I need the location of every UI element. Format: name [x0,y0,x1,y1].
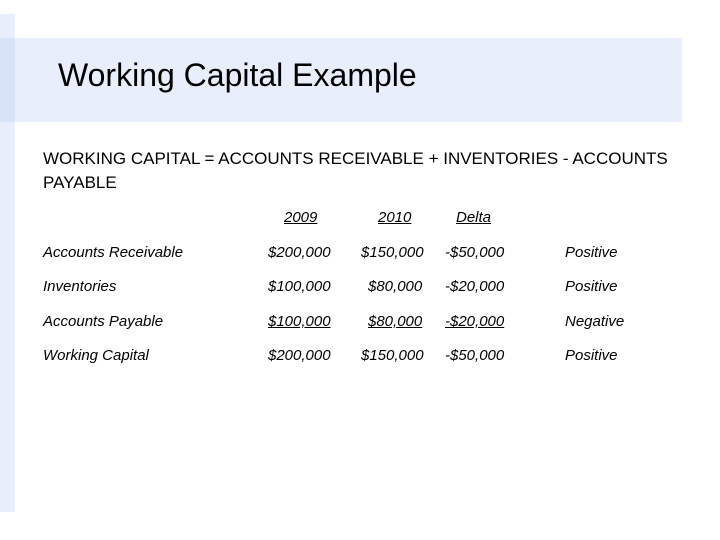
cell-2009: $200,000 [268,347,331,364]
cell-2010: $150,000 [361,244,424,261]
column-header-2010: 2010 [378,209,412,226]
row-label-inventories: Inventories [43,278,117,295]
cell-2009: $200,000 [268,244,331,261]
cell-status: Positive [565,347,618,364]
cell-status: Negative [565,313,625,330]
slide-title: Working Capital Example [58,57,417,93]
row-label-accounts-receivable: Accounts Receivable [43,244,184,261]
cell-delta: -$50,000 [445,347,505,364]
cell-2010: $80,000 [368,278,423,295]
column-header-delta: Delta [456,209,492,226]
cell-2009: $100,000 [268,278,331,295]
cell-delta: -$50,000 [445,244,505,261]
cell-delta: -$20,000 [445,278,505,295]
cell-delta: -$20,000 [445,313,505,330]
cell-status: Positive [565,278,618,295]
cell-2010: $80,000 [368,313,423,330]
formula-text: WORKING CAPITAL = ACCOUNTS RECEIVABLE + INVENTORIES - ACCOUNTS PAYABLE [43,149,668,192]
row-label-working-capital: Working Capital [43,347,149,364]
cell-2009: $100,000 [268,313,331,330]
cell-2010: $150,000 [361,347,424,364]
cell-status: Positive [565,244,618,261]
row-label-accounts-payable: Accounts Payable [43,313,164,330]
column-header-2009: 2009 [284,209,318,226]
